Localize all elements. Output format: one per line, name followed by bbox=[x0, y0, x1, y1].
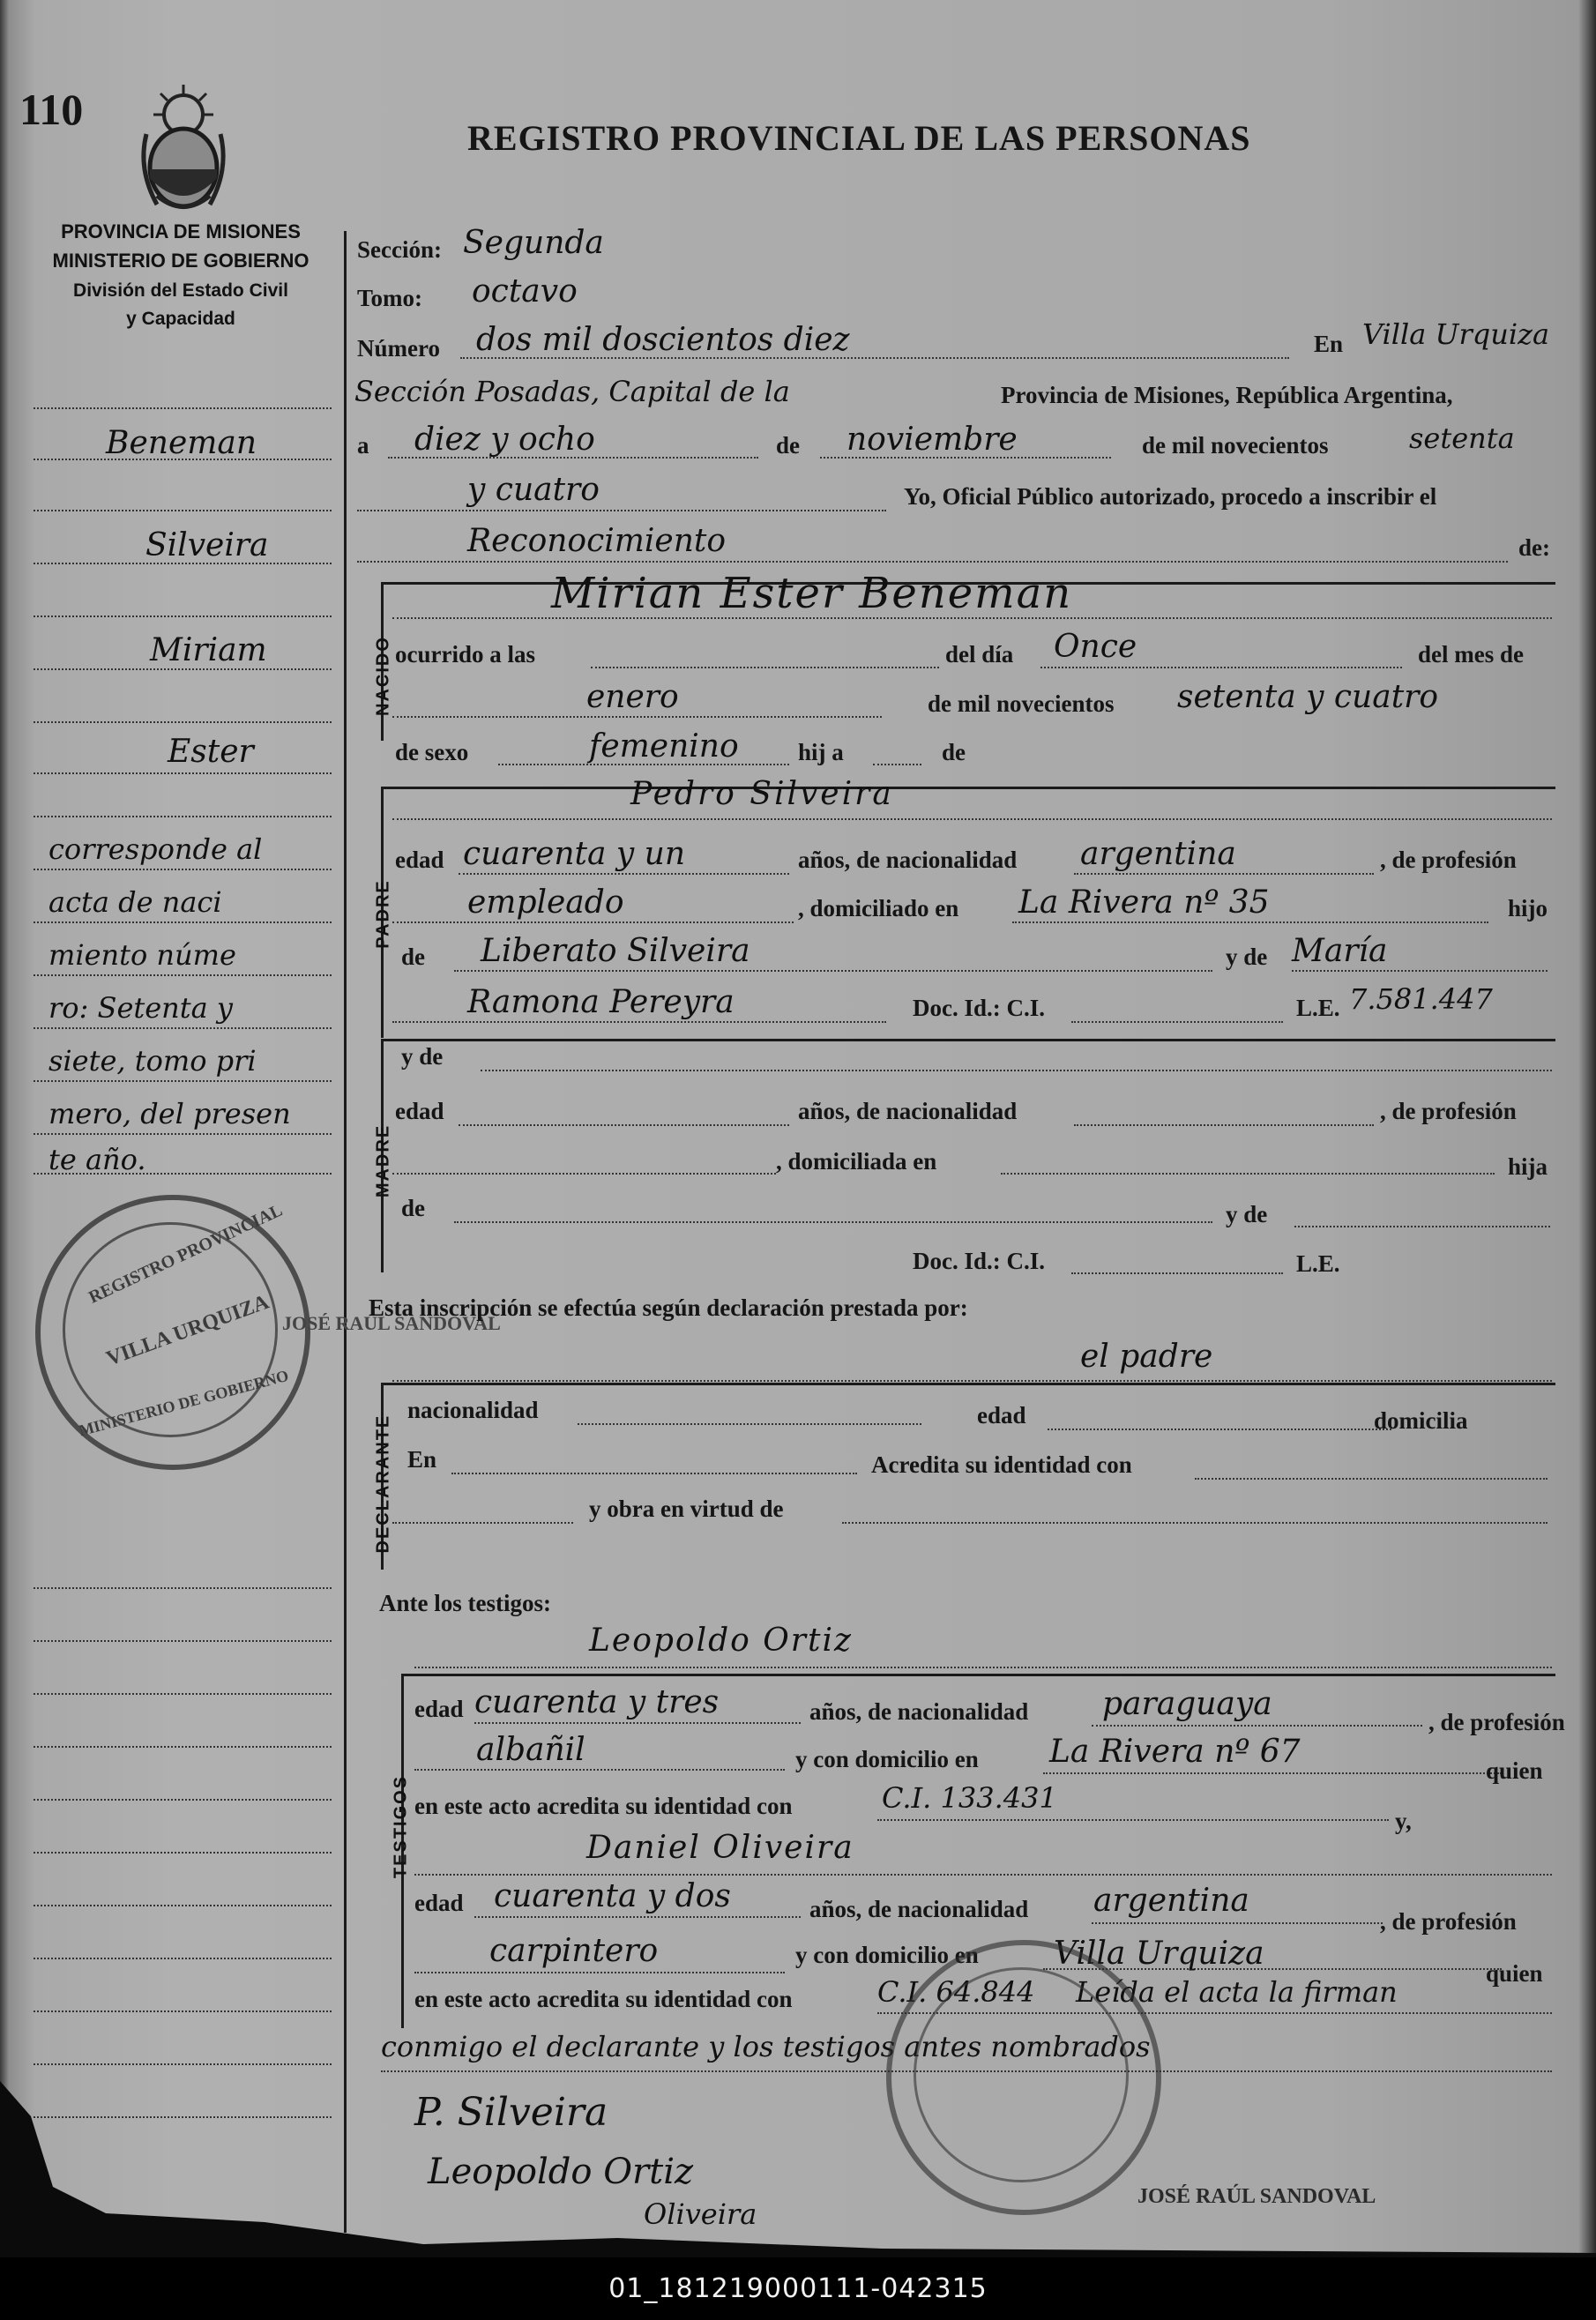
value-padre-prof: empleado bbox=[467, 884, 624, 921]
office-line-3: División del Estado Civil bbox=[73, 280, 288, 301]
label-nacido: NACIDO bbox=[373, 636, 393, 716]
value-padre-dom: La Rivera nº 35 bbox=[1018, 884, 1270, 921]
value-testigo-1: Leopoldo Ortiz bbox=[589, 1623, 853, 1659]
margin-note-6: mero, del presen bbox=[48, 1097, 291, 1130]
label-edad-t1: edad bbox=[414, 1696, 464, 1722]
label-de-padre: de bbox=[401, 944, 425, 970]
value-mes: noviembre bbox=[846, 421, 1018, 458]
value-en: Villa Urquiza bbox=[1362, 317, 1550, 351]
value-t2-dom: Villa Urquiza bbox=[1054, 1936, 1264, 1972]
value-sexo: femenino bbox=[589, 728, 739, 765]
label-provincia: Provincia de Misiones, República Argentina, bbox=[1001, 382, 1453, 408]
value-t1-dom: La Rivera nº 67 bbox=[1049, 1734, 1301, 1770]
label-le-padre: L.E. bbox=[1296, 995, 1340, 1021]
value-seccion: Segunda bbox=[463, 225, 604, 261]
left-rule bbox=[344, 231, 347, 2233]
margin-given-1: Miriam bbox=[150, 632, 267, 668]
label-ocurrido: ocurrido a las bbox=[395, 641, 535, 668]
label-edad-padre: edad bbox=[395, 847, 444, 873]
label-anos-nac-t1: años, de nacionalidad bbox=[809, 1698, 1029, 1725]
margin-note-7: te año. bbox=[48, 1143, 146, 1176]
label-anos-nac-t2: años, de nacionalidad bbox=[809, 1896, 1029, 1922]
label-testigos: TESTIGOS bbox=[391, 1774, 411, 1879]
label-de-madre: de bbox=[401, 1195, 425, 1221]
label-en-este-acto-t1: en este acto acredita su identidad con bbox=[414, 1793, 793, 1819]
value-anio-1: setenta bbox=[1409, 421, 1515, 455]
label-edad-t2: edad bbox=[414, 1890, 464, 1916]
label-profesion-t1: , de profesión bbox=[1428, 1709, 1565, 1735]
value-t1-nac: paraguaya bbox=[1102, 1686, 1272, 1722]
stamp-official-name-1: JOSÉ RAÚL SANDOVAL bbox=[282, 1312, 501, 1334]
label-le-madre: L.E. bbox=[1296, 1250, 1340, 1277]
label-tomo: Tomo: bbox=[357, 285, 423, 311]
label-nacionalidad-decl: nacionalidad bbox=[407, 1397, 539, 1423]
margin-note-2: acta de naci bbox=[48, 885, 222, 919]
label-inscripcion: Esta inscripción se efectúa según declaración prestada por: bbox=[369, 1294, 968, 1321]
label-seccion: Sección: bbox=[357, 236, 442, 263]
value-cierre-2: conmigo el declarante y los testigos antes nombrados bbox=[381, 2030, 1151, 2063]
label-hijo: hijo bbox=[1508, 895, 1548, 921]
label-a: a bbox=[357, 432, 369, 459]
label-domiciliada: , domiciliada en bbox=[776, 1148, 937, 1175]
value-padre-nac: argentina bbox=[1080, 836, 1236, 872]
value-padre-nombre: Pedro Silveira bbox=[630, 776, 894, 812]
label-de-mil: de mil novecientos bbox=[1142, 432, 1329, 459]
page-title: REGISTRO PROVINCIAL DE LAS PERSONAS bbox=[467, 118, 1251, 158]
signature-2: Leopoldo Ortiz bbox=[428, 2152, 694, 2192]
margin-surname-1: Beneman bbox=[106, 425, 257, 461]
margin-note-4: ro: Setenta y bbox=[48, 991, 233, 1025]
label-en-este-acto-t2: en este acto acredita su identidad con bbox=[414, 1986, 793, 2012]
label-anos-nac-madre: años, de nacionalidad bbox=[798, 1098, 1018, 1124]
label-madre: MADRE bbox=[373, 1123, 393, 1198]
value-declarante: el padre bbox=[1080, 1339, 1213, 1375]
value-t1-prof: albañil bbox=[476, 1732, 585, 1768]
value-tomo: octavo bbox=[472, 273, 578, 310]
value-t2-ci: C.I. 64.844 bbox=[877, 1975, 1035, 2009]
label-de-1: de bbox=[776, 432, 800, 459]
margin-surname-2: Silveira bbox=[145, 527, 269, 563]
value-abuelo: Liberato Silveira bbox=[481, 933, 750, 969]
value-testigo-2: Daniel Oliveira bbox=[586, 1830, 854, 1866]
label-profesion-t2: , de profesión bbox=[1380, 1908, 1517, 1935]
value-t2-nac: argentina bbox=[1093, 1883, 1249, 1919]
footer-image-id: 01_181219000111-042315 bbox=[0, 2257, 1596, 2320]
label-de-mil-novecientos: de mil novecientos bbox=[928, 690, 1115, 717]
value-cierre-1: Leída el acta la firman bbox=[1076, 1975, 1398, 2009]
value-abuela-1: María bbox=[1292, 933, 1388, 969]
signature-1: P. Silveira bbox=[414, 2090, 608, 2135]
label-y-de-madre: y de bbox=[401, 1043, 444, 1070]
label-acredita: Acredita su identidad con bbox=[871, 1451, 1132, 1478]
registry-stamp: REGISTRO PROVINCIAL VILLA URQUIZA MINISTERIO DE GOBIERNO bbox=[35, 1195, 310, 1470]
label-con-domicilio-t1: y con domicilio en bbox=[795, 1746, 979, 1772]
value-anio-2: y cuatro bbox=[467, 472, 600, 508]
label-del-mes: del mes de bbox=[1418, 641, 1524, 668]
margin-given-2: Ester bbox=[168, 734, 254, 770]
label-edad-decl: edad bbox=[977, 1402, 1026, 1429]
label-quien-t1: quien bbox=[1486, 1757, 1543, 1784]
signature-3: Oliveira bbox=[644, 2197, 757, 2231]
label-quien-t2: quien bbox=[1486, 1960, 1543, 1987]
label-en-decl: En bbox=[407, 1446, 437, 1473]
label-hija: hija bbox=[1508, 1153, 1548, 1180]
value-t1-ci: C.I. 133.431 bbox=[882, 1781, 1057, 1815]
label-y-comma: y, bbox=[1395, 1808, 1412, 1834]
value-dia-nac: Once bbox=[1054, 629, 1137, 665]
label-del-dia: del día bbox=[945, 641, 1014, 668]
margin-note-3: miento núme bbox=[48, 938, 236, 972]
coat-of-arms-icon bbox=[131, 81, 236, 213]
value-tipo: Reconocimiento bbox=[467, 523, 727, 559]
label-declarante: DECLARANTE bbox=[373, 1414, 393, 1554]
label-de-2: de bbox=[942, 739, 966, 765]
label-y-de-madre-2: y de bbox=[1226, 1201, 1268, 1227]
value-padre-le: 7.581.447 bbox=[1349, 982, 1493, 1016]
value-mes-nac: enero bbox=[586, 679, 679, 715]
label-domiciliado: , domiciliado en bbox=[798, 895, 959, 921]
label-edad-madre: edad bbox=[395, 1098, 444, 1124]
label-hij-a: hij a bbox=[798, 739, 844, 765]
value-t2-prof: carpintero bbox=[489, 1933, 659, 1969]
label-obra: y obra en virtud de bbox=[589, 1496, 784, 1522]
margin-note-1: corresponde al bbox=[48, 832, 263, 866]
office-line-2: MINISTERIO DE GOBIERNO bbox=[52, 250, 310, 272]
office-line-4: y Capacidad bbox=[126, 309, 235, 329]
label-y-de-padre: y de bbox=[1226, 944, 1268, 970]
label-profesion-madre: , de profesión bbox=[1380, 1098, 1517, 1124]
label-yo: Yo, Oficial Público autorizado, procedo a inscribir el bbox=[904, 483, 1437, 510]
damaged-edge bbox=[0, 2081, 1596, 2257]
label-de-colon: de: bbox=[1518, 534, 1550, 561]
label-en: En bbox=[1314, 331, 1344, 357]
label-numero: Número bbox=[357, 335, 440, 362]
label-con-domicilio-t2: y con domicilio en bbox=[795, 1942, 979, 1968]
stamp-official-name-2: JOSÉ RAÚL SANDOVAL bbox=[1137, 2185, 1376, 2208]
label-anos-nac-padre: años, de nacionalidad bbox=[798, 847, 1018, 873]
value-padre-edad: cuarenta y un bbox=[463, 836, 686, 872]
label-padre: PADRE bbox=[373, 879, 393, 949]
page-number: 110 bbox=[19, 85, 84, 134]
value-dia: diez y ocho bbox=[414, 421, 595, 458]
value-abuela-2: Ramona Pereyra bbox=[467, 984, 735, 1020]
label-profesion-padre: , de profesión bbox=[1380, 847, 1517, 873]
office-line-1: PROVINCIA DE MISIONES bbox=[61, 220, 301, 242]
label-domicilia: domicilia bbox=[1374, 1407, 1468, 1434]
label-doc-id-padre: Doc. Id.: C.I. bbox=[913, 995, 1046, 1021]
value-t2-edad: cuarenta y dos bbox=[494, 1878, 731, 1914]
value-anio-nac: setenta y cuatro bbox=[1177, 679, 1439, 715]
value-t1-edad: cuarenta y tres bbox=[474, 1684, 720, 1720]
value-numero: dos mil doscientos diez bbox=[476, 322, 850, 358]
margin-note-5: siete, tomo pri bbox=[48, 1044, 257, 1078]
value-nombre: Mirian Ester Beneman bbox=[551, 569, 1073, 618]
label-de-sexo: de sexo bbox=[395, 739, 469, 765]
label-doc-id-madre: Doc. Id.: C.I. bbox=[913, 1248, 1046, 1274]
label-ante-testigos: Ante los testigos: bbox=[379, 1590, 551, 1616]
value-seccion-posadas: Sección Posadas, Capital de la bbox=[354, 375, 790, 408]
